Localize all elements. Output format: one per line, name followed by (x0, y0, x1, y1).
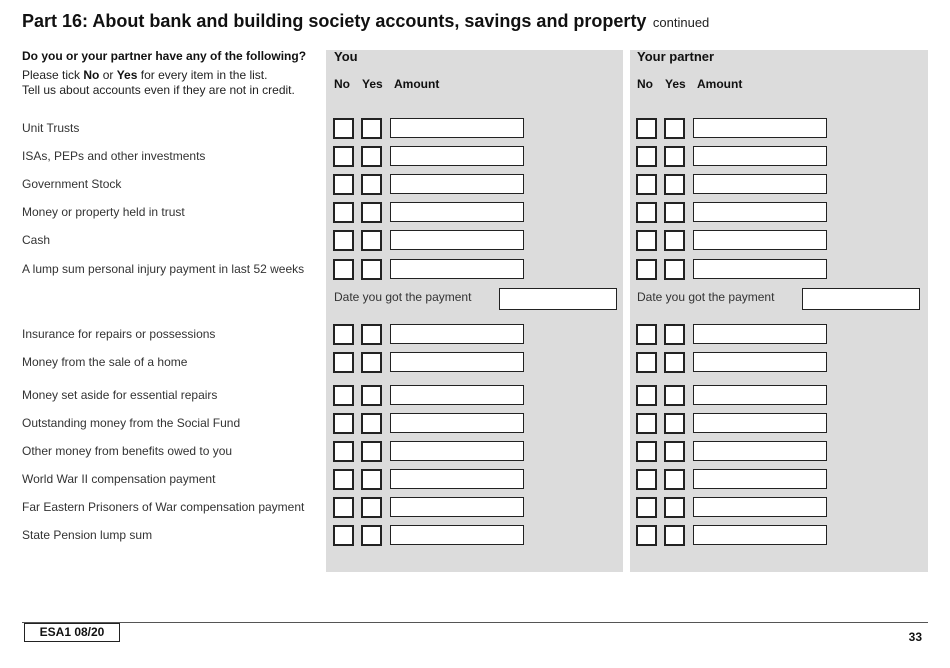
instruction-line-1 (22, 68, 267, 82)
partner-amount-input[interactable] (693, 174, 827, 194)
partner-amount-input[interactable] (693, 525, 827, 545)
partner-amount-input[interactable] (693, 146, 827, 166)
instruction-no: No (83, 68, 100, 82)
you-amount-input[interactable] (390, 413, 524, 433)
partner-yes-checkbox[interactable] (664, 497, 685, 518)
partner-no-checkbox[interactable] (636, 441, 657, 462)
partner-date-label: Date you got the payment (637, 290, 775, 304)
partner-amount-input[interactable] (693, 413, 827, 433)
partner-date-input[interactable] (802, 288, 920, 310)
you-no-checkbox[interactable] (333, 469, 354, 490)
instruction-post: for every item in the list. (137, 68, 268, 82)
item-label: Other money from benefits owed to you (22, 444, 233, 458)
partner-yes-checkbox[interactable] (664, 441, 685, 462)
partner-no-checkbox[interactable] (636, 146, 657, 167)
you-no-checkbox[interactable] (333, 497, 354, 518)
partner-col-amount: Amount (697, 77, 743, 91)
partner-no-checkbox[interactable] (636, 118, 657, 139)
partner-yes-checkbox[interactable] (664, 469, 685, 490)
you-yes-checkbox[interactable] (361, 352, 382, 373)
form-code: ESA1 08/20 (24, 623, 120, 642)
you-yes-checkbox[interactable] (361, 174, 382, 195)
partner-col-yes: Yes (665, 77, 686, 91)
you-no-checkbox[interactable] (333, 324, 354, 345)
page-title-suffix: continued (652, 15, 710, 30)
you-yes-checkbox[interactable] (361, 441, 382, 462)
item-label: Cash (22, 233, 51, 247)
partner-amount-input[interactable] (693, 230, 827, 250)
partner-amount-input[interactable] (693, 352, 827, 372)
you-no-checkbox[interactable] (333, 118, 354, 139)
you-yes-checkbox[interactable] (361, 146, 382, 167)
you-col-amount: Amount (394, 77, 440, 91)
partner-yes-checkbox[interactable] (664, 525, 685, 546)
partner-yes-checkbox[interactable] (664, 230, 685, 251)
you-no-checkbox[interactable] (333, 146, 354, 167)
partner-yes-checkbox[interactable] (664, 259, 685, 280)
you-amount-input[interactable] (390, 525, 524, 545)
you-no-checkbox[interactable] (333, 352, 354, 373)
you-yes-checkbox[interactable] (361, 525, 382, 546)
you-yes-checkbox[interactable] (361, 469, 382, 490)
partner-no-checkbox[interactable] (636, 525, 657, 546)
you-amount-input[interactable] (390, 441, 524, 461)
partner-amount-input[interactable] (693, 324, 827, 344)
partner-no-checkbox[interactable] (636, 174, 657, 195)
you-yes-checkbox[interactable] (361, 497, 382, 518)
you-yes-checkbox[interactable] (361, 324, 382, 345)
you-no-checkbox[interactable] (333, 230, 354, 251)
you-no-checkbox[interactable] (333, 202, 354, 223)
partner-yes-checkbox[interactable] (664, 174, 685, 195)
you-amount-input[interactable] (390, 259, 524, 279)
partner-amount-input[interactable] (693, 497, 827, 517)
partner-yes-checkbox[interactable] (664, 118, 685, 139)
item-label: Far Eastern Prisoners of War compensation payment (22, 500, 305, 514)
item-label: Money from the sale of a home (22, 355, 188, 369)
partner-yes-checkbox[interactable] (664, 413, 685, 434)
partner-yes-checkbox[interactable] (664, 202, 685, 223)
you-amount-input[interactable] (390, 469, 524, 489)
partner-amount-input[interactable] (693, 469, 827, 489)
you-amount-input[interactable] (390, 497, 524, 517)
partner-yes-checkbox[interactable] (664, 352, 685, 373)
partner-amount-input[interactable] (693, 259, 827, 279)
partner-yes-checkbox[interactable] (664, 324, 685, 345)
item-label: Insurance for repairs or possessions (22, 327, 216, 341)
page-number: 33 (908, 630, 922, 644)
footer-rule (22, 622, 928, 623)
partner-no-checkbox[interactable] (636, 469, 657, 490)
item-label: ISAs, PEPs and other investments (22, 149, 206, 163)
partner-no-checkbox[interactable] (636, 497, 657, 518)
you-yes-checkbox[interactable] (361, 259, 382, 280)
partner-no-checkbox[interactable] (636, 230, 657, 251)
partner-no-checkbox[interactable] (636, 324, 657, 345)
question-heading: Do you or your partner have any of the following? (22, 49, 307, 63)
item-label: Money set aside for essential repairs (22, 388, 218, 402)
page-title-main: Part 16: About bank and building society accounts, savings and property (22, 11, 647, 31)
item-label: Unit Trusts (22, 121, 80, 135)
you-amount-input[interactable] (390, 385, 524, 405)
you-amount-input[interactable] (390, 202, 524, 222)
item-label: A lump sum personal injury payment in last 52 weeks (22, 262, 305, 276)
you-date-label: Date you got the payment (334, 290, 472, 304)
you-amount-input[interactable] (390, 324, 524, 344)
partner-yes-checkbox[interactable] (664, 385, 685, 406)
you-yes-checkbox[interactable] (361, 202, 382, 223)
item-label: Money or property held in trust (22, 205, 185, 219)
partner-no-checkbox[interactable] (636, 202, 657, 223)
you-no-checkbox[interactable] (333, 174, 354, 195)
you-yes-checkbox[interactable] (361, 385, 382, 406)
you-yes-checkbox[interactable] (361, 230, 382, 251)
you-col-yes: Yes (362, 77, 383, 91)
partner-heading: Your partner (637, 49, 715, 64)
instruction-yes: Yes (116, 68, 138, 82)
you-amount-input[interactable] (390, 174, 524, 194)
you-no-checkbox[interactable] (333, 385, 354, 406)
you-yes-checkbox[interactable] (361, 413, 382, 434)
you-no-checkbox[interactable] (333, 441, 354, 462)
partner-col-no: No (637, 77, 653, 91)
you-heading: You (334, 49, 358, 64)
partner-yes-checkbox[interactable] (664, 146, 685, 167)
item-label: State Pension lump sum (22, 528, 153, 542)
you-date-input[interactable] (499, 288, 617, 310)
you-no-checkbox[interactable] (333, 413, 354, 434)
item-label: Outstanding money from the Social Fund (22, 416, 241, 430)
you-no-checkbox[interactable] (333, 525, 354, 546)
partner-no-checkbox[interactable] (636, 385, 657, 406)
instruction-or: or (99, 68, 117, 82)
partner-amount-input[interactable] (693, 202, 827, 222)
partner-amount-input[interactable] (693, 441, 827, 461)
you-amount-input[interactable] (390, 230, 524, 250)
instruction-pre: Please tick (22, 68, 84, 82)
you-amount-input[interactable] (390, 118, 524, 138)
item-label: Government Stock (22, 177, 122, 191)
page-title (22, 11, 709, 32)
partner-no-checkbox[interactable] (636, 352, 657, 373)
you-col-no: No (334, 77, 350, 91)
partner-no-checkbox[interactable] (636, 259, 657, 280)
instruction-line-2: Tell us about accounts even if they are not in credit. (22, 83, 295, 97)
partner-amount-input[interactable] (693, 385, 827, 405)
partner-no-checkbox[interactable] (636, 413, 657, 434)
you-amount-input[interactable] (390, 146, 524, 166)
you-amount-input[interactable] (390, 352, 524, 372)
you-yes-checkbox[interactable] (361, 118, 382, 139)
item-label: World War II compensation payment (22, 472, 216, 486)
partner-amount-input[interactable] (693, 118, 827, 138)
you-no-checkbox[interactable] (333, 259, 354, 280)
